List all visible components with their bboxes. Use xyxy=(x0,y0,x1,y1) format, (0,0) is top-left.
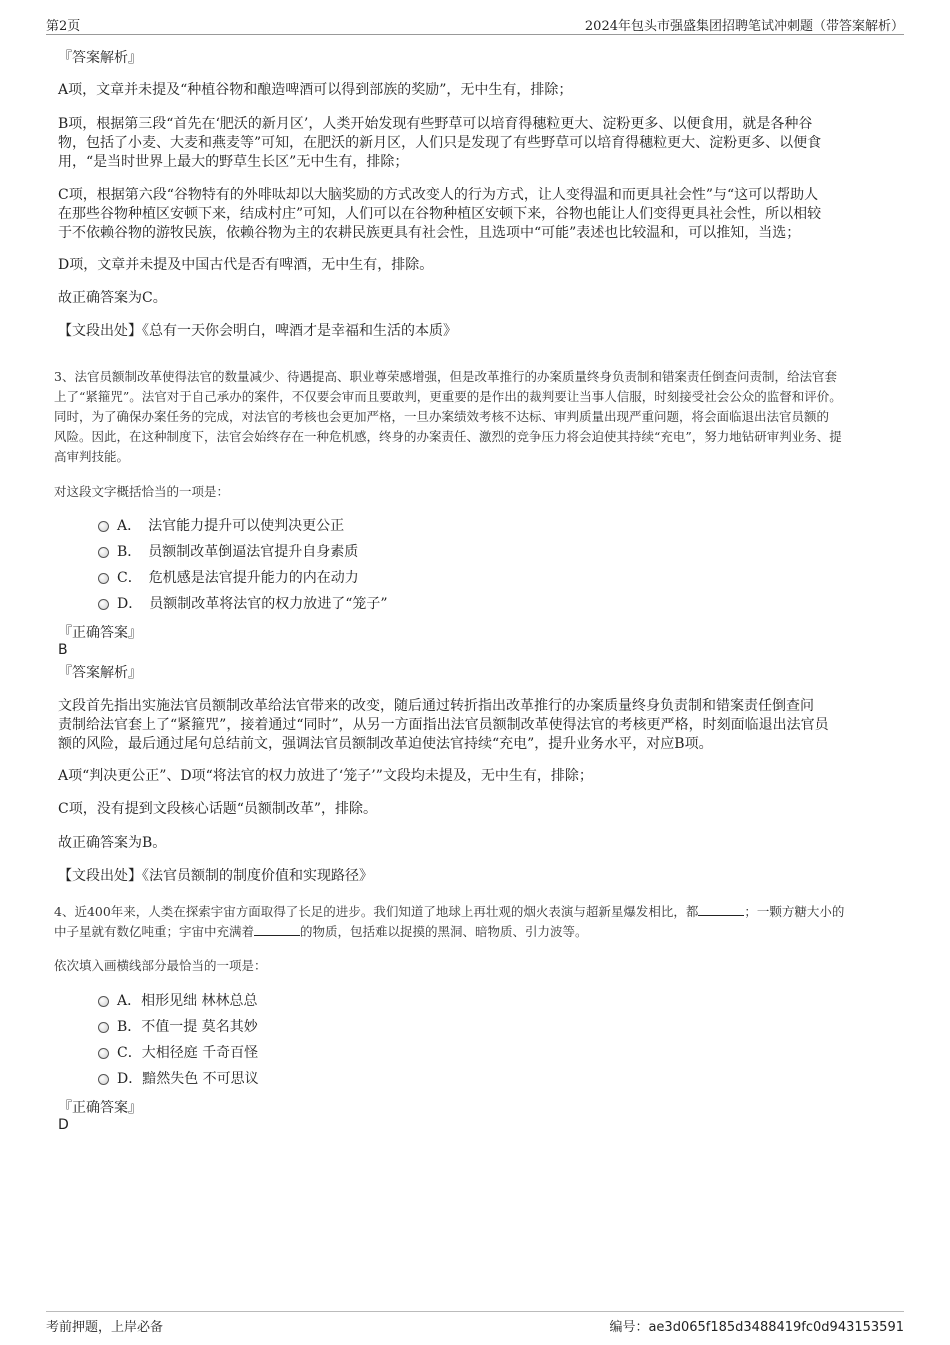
q4-option-a[interactable]: A．相形见绌 林林总总 xyxy=(98,991,258,1011)
q3-analysis: 文段首先指出实施法官员额制改革给法官带来的改变，随后通过转折指出改革推行的办案质量终身负责制和错案责任倒查问 责制给法官套上了“紧箍咒”，接着通过“同时”，从另一方面指出法官员额制改革使得法官的考核更严格，时刻面临退出法官员 额的风险，最后通过尾句总结前文，强调法官员额制改革迫使法官持续“充电”，提升业务水平，对应B项。 xyxy=(58,698,829,752)
footer-slogan: 考前押题，上岸必备 xyxy=(46,1320,164,1335)
page-header xyxy=(46,14,904,35)
page-number: 第2页 xyxy=(46,19,81,34)
q3-option-c[interactable]: C． 危机感是法官提升能力的内在动力 xyxy=(98,568,359,588)
radio-icon[interactable] xyxy=(98,1074,109,1085)
radio-icon[interactable] xyxy=(98,1048,109,1059)
q3-analysis-c: C项，没有提到文段核心话题“员额制改革”，排除。 xyxy=(58,801,378,817)
q3-conclusion: 故正确答案为B。 xyxy=(58,835,167,851)
q4-option-b[interactable]: B．不值一提 莫名其妙 xyxy=(98,1017,258,1037)
q3-option-b[interactable]: B． 员额制改革倒逼法官提升自身素质 xyxy=(98,542,358,562)
q3-analysis-a: A项“判决更公正”、D项“将法官的权力放进了‘笼子’”文段均未提及，无中生有，排除； xyxy=(58,768,593,784)
q4-option-d[interactable]: D．黯然失色 不可思议 xyxy=(98,1069,259,1089)
radio-icon[interactable] xyxy=(98,521,109,532)
q2-analysis-c: C项，根据第六段“谷物特有的外啡呔却以大脑奖励的方式改变人的行为方式，让人变得温和而更具社会性”与“这可以帮助人 在那些谷物种植区安顿下来，结成村庄”可知，人们可以在谷物种植区安顿下来，谷物也能让人们变得更具社会性，所以相较 于不依赖谷物的游牧民族，依赖谷物为主的农耕民族更具有社会性，且选项中“可能”表述也比较温和，可以推知，当选； xyxy=(58,187,822,241)
q3-option-a[interactable]: A． 法官能力提升可以使判决更公正 xyxy=(98,516,344,536)
q4-option-c[interactable]: C．大相径庭 千奇百怪 xyxy=(98,1043,258,1063)
radio-icon[interactable] xyxy=(98,547,109,558)
q4-answer: D xyxy=(58,1117,69,1133)
footer-id: 编号：ae3d065f185d3488419fc0d943153591 xyxy=(609,1320,904,1335)
q3-option-d[interactable]: D． 员额制改革将法官的权力放进了“笼子” xyxy=(98,594,388,614)
q2-analysis-d: D项，文章并未提及中国古代是否有啤酒，无中生有，排除。 xyxy=(58,257,434,273)
q4-passage: 4、近400年来，人类在探索宇宙方面取得了长足的进步。我们知道了地球上再壮观的烟火表演与超新星爆发相比，都 ；一颗方糖大小的 中子星就有数亿吨重；宇宙中充满着 的物质，包括难以捉摸的黑洞、暗物质、引力波等。 xyxy=(54,904,845,939)
page-footer xyxy=(46,1311,904,1336)
q4-prompt: 依次填入画横线部分最恰当的一项是： xyxy=(54,958,267,973)
q4-answer-heading: 『正确答案』 xyxy=(58,1100,142,1116)
document-title: 2024年包头市强盛集团招聘笔试冲刺题（带答案解析） xyxy=(584,19,904,34)
fill-blank-2 xyxy=(254,923,300,936)
q2-source: 【文段出处】《总有一天你会明白，啤酒才是幸福和生活的本质》 xyxy=(58,323,457,339)
radio-icon[interactable] xyxy=(98,573,109,584)
q3-prompt: 对这段文字概括恰当的一项是： xyxy=(54,484,230,499)
q3-analysis-heading: 『答案解析』 xyxy=(58,665,142,681)
radio-icon[interactable] xyxy=(98,996,109,1007)
q2-analysis-heading: 『答案解析』 xyxy=(58,50,142,66)
q3-answer-heading: 『正确答案』 xyxy=(58,625,142,641)
fill-blank-1 xyxy=(698,903,744,916)
radio-icon[interactable] xyxy=(98,599,109,610)
q2-analysis-b: B项，根据第三段“首先在‘肥沃的新月区’，人类开始发现有些野草可以培育得穗粒更大、淀粉更多、以便食用，就是各种谷 物，包括了小麦、大麦和燕麦等”可知，在肥沃的新月区，人们只是发现了有些野草可以培育得穗粒更大、淀粉更多、以便食 用，“是当时世界上最大的野草生长区”无中生有，排除； xyxy=(58,116,822,170)
q3-answer: B xyxy=(58,642,68,658)
radio-icon[interactable] xyxy=(98,1022,109,1033)
q2-analysis-a: A项，文章并未提及“种植谷物和酿造啤酒可以得到部族的奖励”，无中生有，排除； xyxy=(58,82,573,98)
q2-conclusion: 故正确答案为C。 xyxy=(58,290,167,306)
q3-source: 【文段出处】《法官员额制的制度价值和实现路径》 xyxy=(58,868,373,884)
q3-passage: 3、法官员额制改革使得法官的数量减少、待遇提高、职业尊荣感增强，但是改革推行的办案质量终身负责制和错案责任倒查问责制，给法官套 上了“紧箍咒”。法官对于自己承办的案件，不仅要会审而且要敢判，更重要的是作出的裁判要让当事人信服，时刻接受社会公众的监督和评价。 同时，为了确保办案任务的完成，对法官的考核也会更加严格，一旦办案绩效考核不达标、审判质量出现严重问题，将会面临退出法官员额的 风险。因此，在这种制度下，法官会始终存在一种危机感，终身的办案责任、激烈的竞争压力将会迫使其持续“充电”，努力地钻研审判业务、提 高审判技能。 xyxy=(54,369,842,464)
